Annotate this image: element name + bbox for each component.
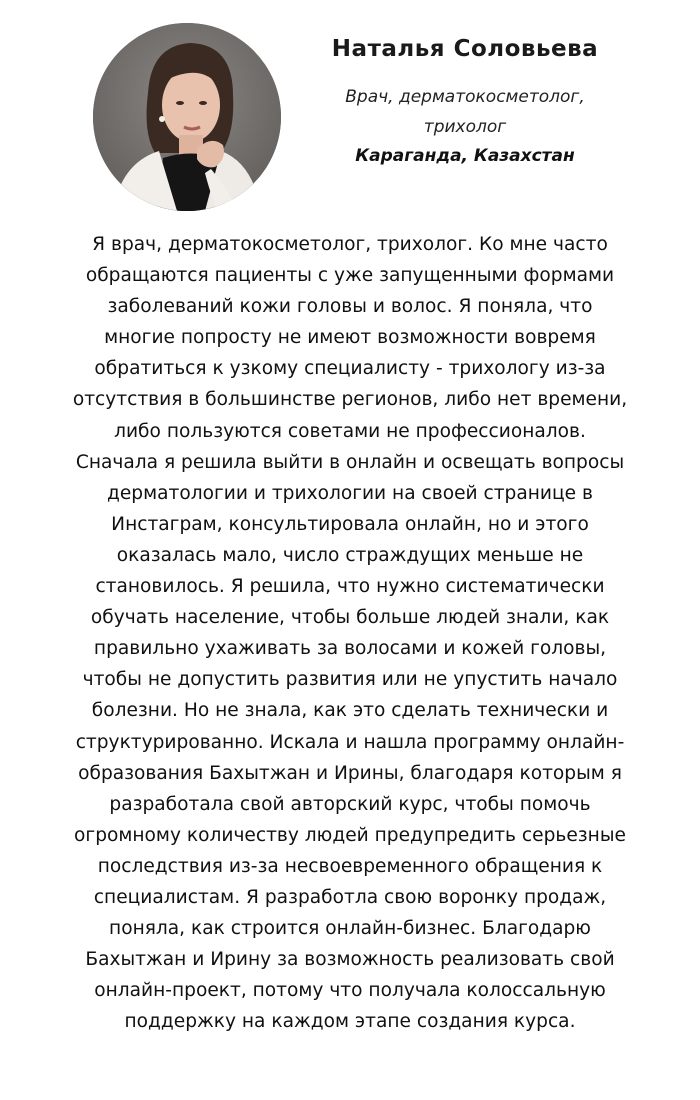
- testimonial-line: поняла, как строится онлайн-бизнес. Благодарю: [109, 918, 591, 940]
- testimonial-line: Бахытжан и Ирину за возможность реализовать свой: [85, 949, 615, 971]
- testimonial-line: становилось. Я решила, что нужно систематически: [95, 576, 605, 598]
- profile-role: [310, 82, 620, 142]
- testimonial-line: чтобы не допустить развития или не упустить начало: [82, 669, 618, 691]
- profile-role-line-1: Врач, дерматокосметолог,: [345, 86, 585, 107]
- testimonial-line: обратиться к узкому специалисту - трихологу из-за: [94, 358, 606, 380]
- testimonial-line: Я врач, дерматокосметолог, трихолог. Ко мне часто: [92, 234, 608, 255]
- testimonial-line: онлайн-проект, потому что получала колоссальную: [94, 980, 606, 1002]
- testimonial-line: образования Бахытжан и Ирины, благодаря которым я: [78, 762, 622, 784]
- testimonial-line: либо пользуются советами не профессионалов.: [114, 420, 586, 442]
- testimonial-line: отсутствия в большинстве регионов, либо нет времени,: [72, 389, 628, 411]
- testimonial-text: [30, 229, 670, 1037]
- testimonial-line: поддержку на каждом этапе создания курса.: [124, 1011, 576, 1033]
- testimonial-line: разработала свой авторский курс, чтобы помочь: [109, 793, 591, 815]
- testimonial-line: болезни. Но не знала, как это сделать технически и: [91, 700, 609, 722]
- testimonial-line: обучать население, чтобы больше людей знали, как: [90, 607, 610, 629]
- profile-header: [310, 36, 620, 170]
- testimonial-line: последствия из-за несвоевременного обращения к: [97, 855, 603, 877]
- testimonial-line: специалистам. Я разработла свою воронку продаж,: [93, 886, 607, 908]
- profile-name: Наталья Соловьева: [331, 36, 599, 62]
- testimonial-line: Инстаграм, консультировала онлайн, но и этого: [111, 513, 589, 535]
- profile-location: Караганда, Казахстан: [355, 145, 575, 166]
- testimonial-line: обращаются пациенты с уже запущенными формами: [85, 265, 615, 287]
- testimonial-line: заболеваний кожи головы и волос. Я поняла, что: [107, 296, 593, 318]
- avatar-photo: [93, 23, 281, 211]
- avatar: [93, 23, 281, 211]
- testimonial-line: Сначала я решила выйти в онлайн и освещать вопросы: [75, 451, 625, 473]
- testimonial-line: многие попросту не имеют возможности вовремя: [104, 327, 596, 349]
- testimonial-line: огромному количеству людей предупредить серьезные: [74, 824, 626, 846]
- testimonial-line: оказалась мало, число страждущих меньше не: [116, 544, 584, 566]
- testimonial-line: правильно ухаживать за волосами и кожей головы,: [93, 638, 607, 660]
- profile-role-line-2: трихолог: [423, 116, 507, 137]
- testimonial-line: дерматологии и трихологии на своей странице в: [107, 482, 593, 504]
- testimonial-line: структурированно. Искала и нашла программу онлайн-: [75, 731, 625, 753]
